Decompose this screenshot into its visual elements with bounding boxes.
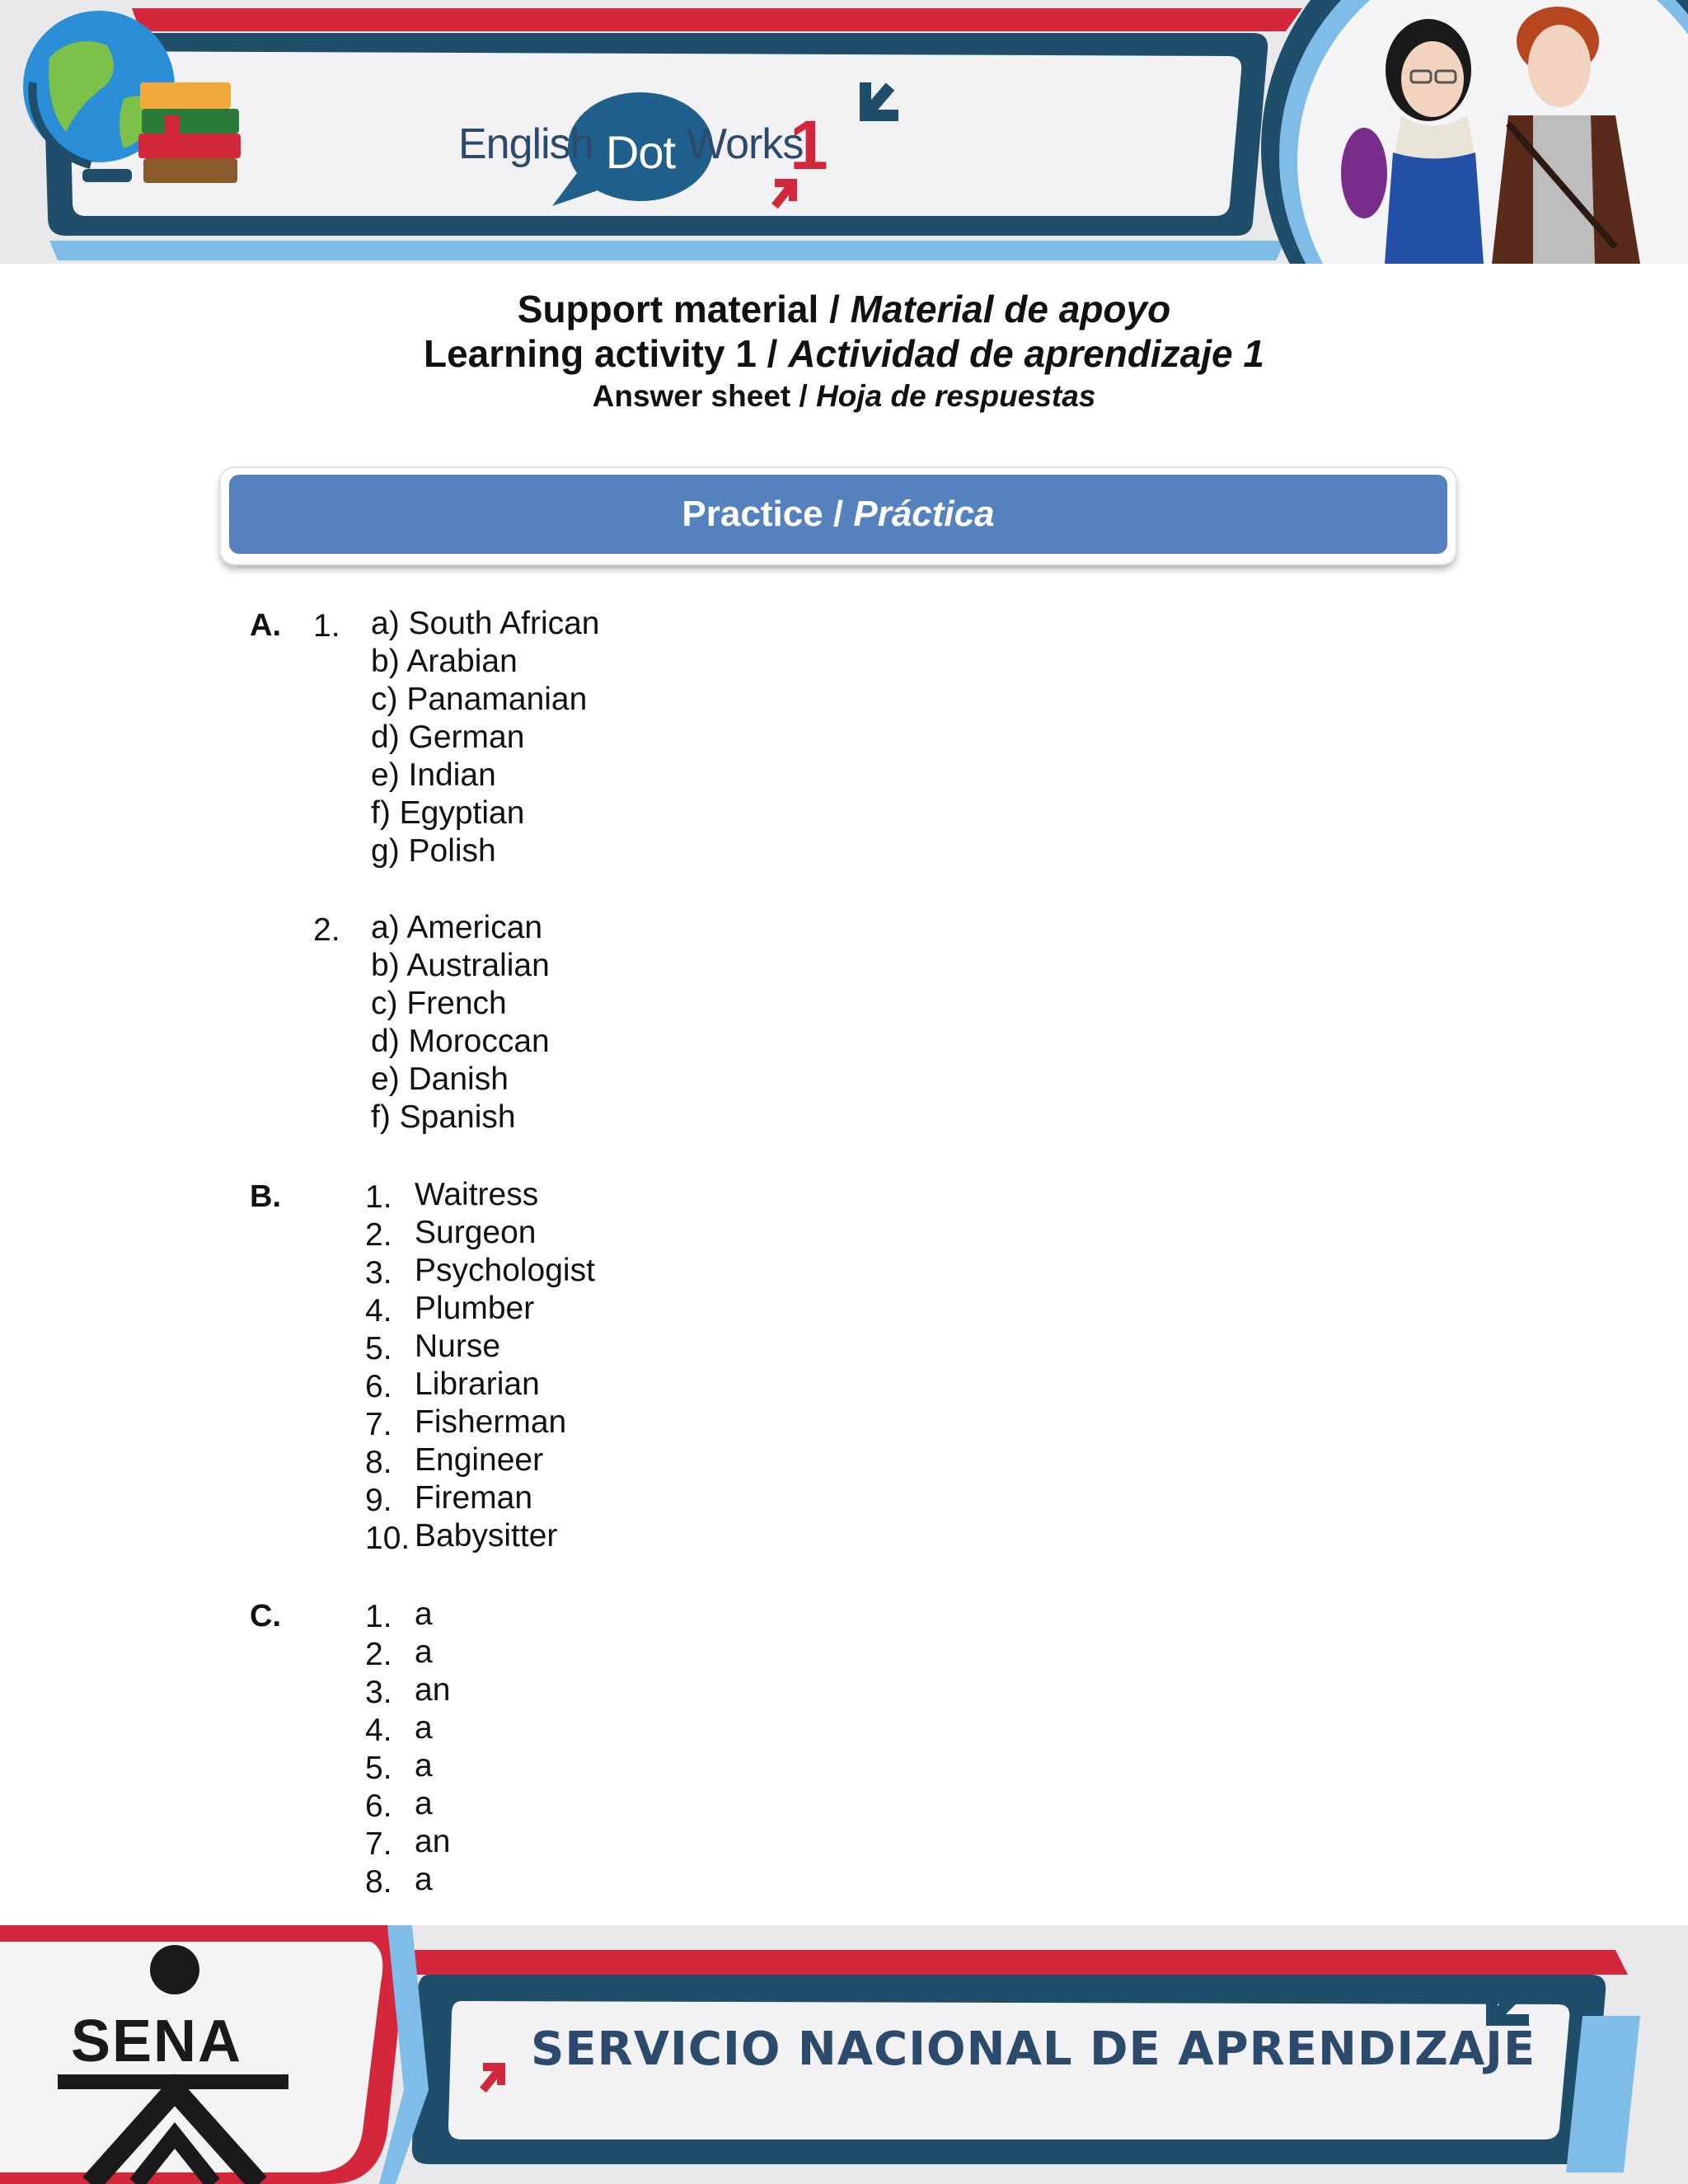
list-item: Fireman	[415, 1480, 533, 1516]
list-item: a	[415, 1786, 433, 1821]
title-1-en: Support material /	[517, 288, 851, 330]
list-number: 8.	[365, 1864, 392, 1900]
list-item: a	[415, 1748, 433, 1783]
sena-logo-text: SENA	[71, 2008, 243, 2074]
section-b-label: B.	[250, 1179, 281, 1214]
list-item: a) South African	[371, 606, 600, 641]
list-number: 5.	[365, 1750, 392, 1786]
list-number: 9.	[365, 1483, 392, 1518]
list-item: g) Polish	[371, 833, 496, 869]
list-item: b) Arabian	[371, 644, 518, 679]
list-number: 10.	[365, 1521, 410, 1556]
list-item: e) Danish	[371, 1062, 509, 1097]
organization-name: SERVICIO NACIONAL DE APRENDIZAJE	[531, 2022, 1536, 2076]
section-a-label: A.	[250, 608, 281, 643]
list-item: e) Indian	[371, 757, 496, 793]
header-banner	[0, 0, 1688, 264]
list-item: Plumber	[415, 1291, 535, 1326]
practice-header-frame	[221, 468, 1456, 564]
list-number: 6.	[365, 1369, 392, 1404]
list-item: d) German	[371, 719, 525, 755]
list-item: Psychologist	[415, 1253, 595, 1288]
logo-works-text: Works	[687, 120, 804, 168]
title-1-es: Material de apoyo	[850, 288, 1171, 330]
practice-label-es: Práctica	[853, 494, 995, 534]
list-number: 8.	[365, 1445, 392, 1480]
logo-number: 1	[790, 106, 828, 184]
list-item: a	[415, 1862, 433, 1897]
list-number: 3.	[365, 1675, 392, 1710]
list-item: Engineer	[415, 1442, 544, 1478]
list-number: 4.	[365, 1293, 392, 1329]
list-item: Librarian	[415, 1366, 540, 1402]
logo-english-text: English	[458, 120, 593, 168]
list-item: Nurse	[415, 1329, 501, 1364]
title-2-es: Actividad de aprendizaje 1	[788, 332, 1264, 375]
list-number: 6.	[365, 1788, 392, 1824]
section-c-label: C.	[250, 1599, 281, 1633]
list-item: a	[415, 1710, 433, 1746]
list-item: c) Panamanian	[371, 682, 588, 717]
list-number: 1.	[365, 1599, 392, 1634]
list-number: 2.	[365, 1217, 392, 1253]
list-item: Babysitter	[415, 1518, 558, 1554]
list-number: 7.	[365, 1407, 392, 1442]
list-item: c) French	[371, 986, 507, 1021]
title-2-en: Learning activity 1 /	[423, 332, 789, 375]
title-learning-activity	[0, 331, 1688, 376]
list-item: b) Australian	[371, 948, 550, 983]
list-item: d) Moroccan	[371, 1024, 550, 1059]
list-item: a) American	[371, 910, 543, 945]
title-support-material	[0, 287, 1688, 331]
section-a-group-2-number: 2.	[313, 912, 340, 948]
list-number: 2.	[365, 1637, 392, 1672]
list-number: 3.	[365, 1255, 392, 1291]
list-item: Surgeon	[415, 1215, 537, 1250]
list-item: f) Spanish	[371, 1099, 516, 1135]
practice-header	[229, 475, 1447, 554]
list-item: f) Egyptian	[371, 795, 525, 831]
list-item: Waitress	[415, 1177, 539, 1212]
logo-dot-bubble	[592, 125, 689, 201]
list-item: Fisherman	[415, 1404, 567, 1440]
list-item: an	[415, 1672, 451, 1708]
list-item: a	[415, 1634, 433, 1670]
section-a-group-1-number: 1.	[313, 608, 340, 644]
list-number: 4.	[365, 1713, 392, 1748]
header-artwork	[0, 0, 1688, 264]
list-item: a	[415, 1596, 433, 1632]
practice-label-en: Practice /	[682, 494, 844, 534]
title-answer-sheet	[0, 379, 1688, 414]
footer-banner	[0, 1925, 1688, 2184]
title-3-es: Hoja de respuestas	[816, 379, 1096, 413]
list-number: 7.	[365, 1826, 392, 1862]
list-number: 1.	[365, 1179, 392, 1215]
logo-dot-text: Dot	[605, 126, 676, 178]
list-item: an	[415, 1824, 451, 1859]
list-number: 5.	[365, 1331, 392, 1366]
title-3-en: Answer sheet /	[592, 379, 817, 413]
